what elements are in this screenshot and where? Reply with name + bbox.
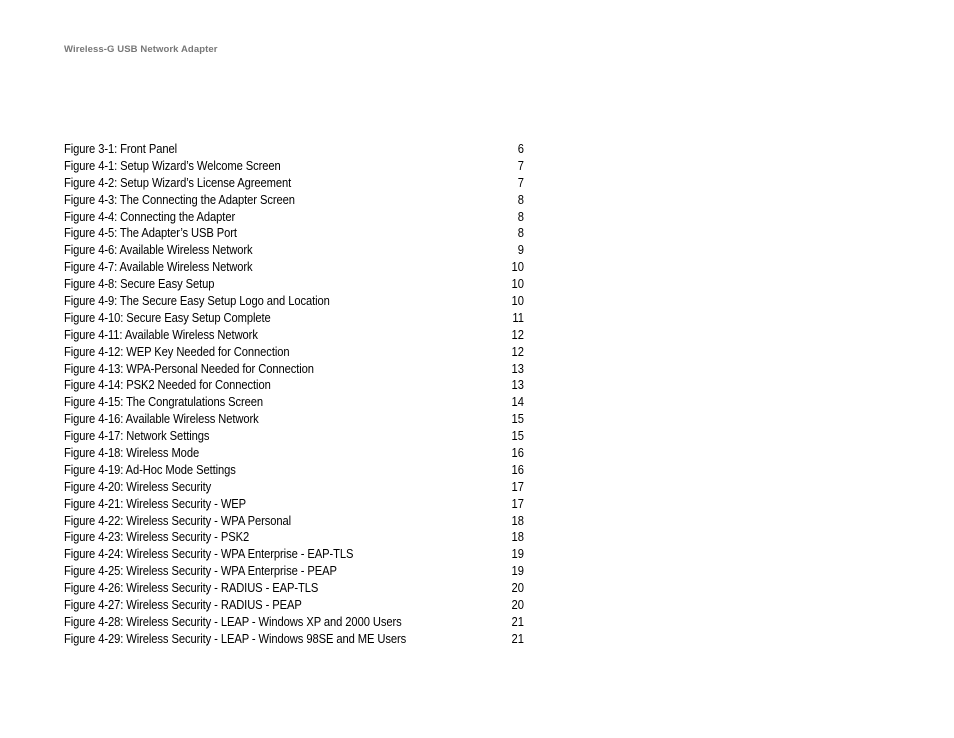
figure-entry[interactable]	[64, 496, 524, 513]
figure-entry-title: Figure 4-12: WEP Key Needed for Connection	[64, 343, 290, 359]
figure-entry-title: Figure 4-4: Connecting the Adapter	[64, 208, 236, 224]
figure-entry-title: Figure 4-3: The Connecting the Adapter Screen	[64, 191, 295, 207]
figure-entry-page-number: 8	[517, 191, 524, 207]
figure-entry[interactable]	[64, 580, 524, 597]
figure-entry-title: Figure 4-10: Secure Easy Setup Complete	[64, 309, 271, 325]
figure-entry-title: Figure 4-21: Wireless Security - WEP	[64, 495, 247, 511]
figure-entry-title: Figure 4-15: The Congratulations Screen	[64, 394, 264, 410]
figure-entry-title: Figure 4-18: Wireless Mode	[64, 445, 200, 461]
figure-entry-page-number: 10	[511, 293, 524, 309]
figure-entry-page-number: 12	[511, 326, 524, 342]
figure-entry-page-number: 10	[511, 259, 524, 275]
figure-entry-title: Figure 3-1: Front Panel	[64, 141, 177, 156]
figure-entry-title: Figure 4-13: WPA-Personal Needed for Connection	[64, 360, 314, 376]
figure-entry[interactable]	[64, 259, 524, 276]
figure-entry-title: Figure 4-16: Available Wireless Network	[64, 411, 259, 427]
figure-entry-title: Figure 4-14: PSK2 Needed for Connection	[64, 377, 271, 393]
figure-entry-title: Figure 4-11: Available Wireless Network	[64, 326, 258, 342]
figure-entry-page-number: 18	[511, 529, 524, 545]
figure-entry[interactable]	[64, 546, 524, 563]
figure-entry[interactable]	[64, 377, 524, 394]
figure-entry[interactable]	[64, 327, 524, 344]
figure-entry-page-number: 7	[517, 174, 524, 190]
figure-entry-page-number: 19	[511, 563, 524, 579]
list-of-figures	[64, 141, 524, 648]
figure-entry-page-number: 19	[511, 546, 524, 562]
figure-entry[interactable]	[64, 428, 524, 445]
figure-entry-title: Figure 4-29: Wireless Security - LEAP - Windows 98SE and ME Users	[64, 630, 407, 646]
figure-entry[interactable]	[64, 344, 524, 361]
figure-entry-page-number: 7	[517, 157, 524, 173]
figure-entry-page-number: 16	[511, 461, 524, 477]
figure-entry-title: Figure 4-20: Wireless Security	[64, 478, 212, 494]
figure-entry-page-number: 17	[511, 495, 524, 511]
figure-entry-title: Figure 4-9: The Secure Easy Setup Logo and Location	[64, 293, 330, 309]
figure-entry-page-number: 15	[511, 411, 524, 427]
figure-entry-title: Figure 4-19: Ad-Hoc Mode Settings	[64, 461, 236, 477]
figure-entry-page-number: 20	[511, 580, 524, 596]
figure-entry-page-number: 18	[511, 512, 524, 528]
figure-entry-title: Figure 4-17: Network Settings	[64, 428, 210, 444]
figure-entry-title: Figure 4-6: Available Wireless Network	[64, 242, 253, 258]
figure-entry-title: Figure 4-25: Wireless Security - WPA Enterprise - PEAP	[64, 563, 337, 579]
figure-entry[interactable]	[64, 597, 524, 614]
figure-entry-title: Figure 4-5: The Adapter’s USB Port	[64, 225, 237, 241]
figure-entry-page-number: 9	[517, 242, 524, 258]
figure-entry[interactable]	[64, 631, 524, 648]
figure-entry[interactable]	[64, 529, 524, 546]
figure-entry-title: Figure 4-23: Wireless Security - PSK2	[64, 529, 250, 545]
figure-entry-page-number: 13	[511, 377, 524, 393]
figure-entry-page-number: 8	[517, 225, 524, 241]
figure-entry[interactable]	[64, 158, 524, 175]
figure-entry-title: Figure 4-2: Setup Wizard’s License Agreement	[64, 174, 292, 190]
figure-entry-title: Figure 4-24: Wireless Security - WPA Enterprise - EAP-TLS	[64, 546, 354, 562]
figure-entry-title: Figure 4-8: Secure Easy Setup	[64, 276, 215, 292]
figure-entry[interactable]	[64, 192, 524, 209]
figure-entry[interactable]	[64, 141, 524, 158]
figure-entry-page-number: 21	[511, 613, 524, 629]
figure-entry[interactable]	[64, 563, 524, 580]
figure-entry[interactable]	[64, 462, 524, 479]
figure-entry-page-number: 16	[511, 445, 524, 461]
figure-entry-page-number: 15	[511, 428, 524, 444]
figure-entry[interactable]	[64, 614, 524, 631]
figure-entry-title: Figure 4-26: Wireless Security - RADIUS - EAP-TLS	[64, 580, 319, 596]
figure-entry-title: Figure 4-27: Wireless Security - RADIUS - PEAP	[64, 597, 302, 613]
figure-entry[interactable]	[64, 479, 524, 496]
figure-entry[interactable]	[64, 293, 524, 310]
running-header-title: Wireless-G USB Network Adapter	[64, 44, 218, 55]
figure-entry-title: Figure 4-22: Wireless Security - WPA Personal	[64, 512, 292, 528]
figure-entry-page-number: 13	[511, 360, 524, 376]
figure-entry-page-number: 21	[511, 630, 524, 646]
figure-entry[interactable]	[64, 411, 524, 428]
figure-entry[interactable]	[64, 276, 524, 293]
figure-entry[interactable]	[64, 394, 524, 411]
figure-entry[interactable]	[64, 209, 524, 226]
figure-entry-page-number: 14	[511, 394, 524, 410]
figure-entry[interactable]	[64, 310, 524, 327]
figure-entry-page-number: 6	[517, 141, 524, 156]
figure-entry-title: Figure 4-1: Setup Wizard’s Welcome Screen	[64, 157, 281, 173]
figure-entry[interactable]	[64, 361, 524, 378]
figure-entry-page-number: 8	[517, 208, 524, 224]
figure-entry-page-number: 11	[512, 309, 524, 325]
figure-entry[interactable]	[64, 242, 524, 259]
figure-entry[interactable]	[64, 513, 524, 530]
figure-entry[interactable]	[64, 445, 524, 462]
figure-entry-page-number: 10	[511, 276, 524, 292]
figure-entry-page-number: 20	[511, 597, 524, 613]
figure-entry[interactable]	[64, 175, 524, 192]
figure-entry-title: Figure 4-28: Wireless Security - LEAP - Windows XP and 2000 Users	[64, 613, 402, 629]
figure-entry-title: Figure 4-7: Available Wireless Network	[64, 259, 253, 275]
figure-entry-page-number: 12	[511, 343, 524, 359]
figure-entry[interactable]	[64, 225, 524, 242]
figure-entry-page-number: 17	[511, 478, 524, 494]
